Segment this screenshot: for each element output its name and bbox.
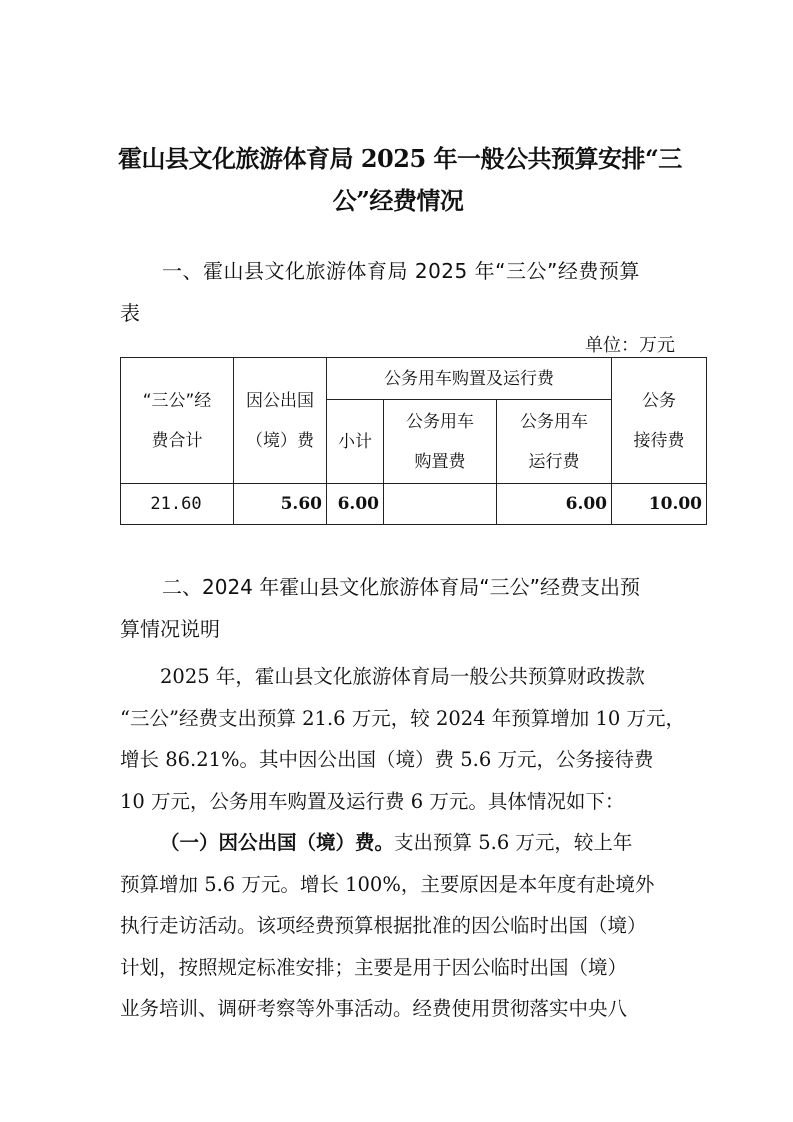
unit-label: 单位：万元 [585, 335, 675, 356]
section-2-heading-line-2: 算情况说明 [120, 617, 220, 641]
section-1-heading-line-2: 表 [120, 301, 141, 325]
section-2-heading [120, 566, 680, 650]
cell-reception: 10.00 [612, 484, 707, 525]
header-reception: 公务 接待费 [612, 358, 707, 484]
paragraph-abroad-expense [120, 822, 686, 1030]
paragraph-line: 2025 年，霍山县文化旅游体育局一般公共预算财政拨款 [160, 665, 645, 688]
header-abroad: 因公出国 （境）费 [234, 358, 327, 484]
cell-total: 21.60 [121, 484, 234, 525]
paragraph-heading: （一）因公出国（境）费。 [160, 831, 395, 854]
paragraph-line: 业务培训、调研考察等外事活动。经费使用贯彻落实中央八 [120, 997, 628, 1020]
paragraph-line: 10 万元，公务用车购置及运行费 6 万元。具体情况如下： [120, 789, 625, 813]
document-title [118, 138, 682, 222]
budget-table [120, 357, 707, 525]
section-1-heading [120, 250, 680, 334]
paragraph-line: 增长 86.21%。其中因公出国（境）费 5.6 万元，公务接待费 [120, 748, 654, 771]
table-row [121, 484, 707, 525]
header-vehicle-group: 公务用车购置及运行费 [327, 358, 612, 400]
title-line-1: 霍山县文化旅游体育局 2025 年一般公共预算安排“三 [118, 144, 682, 173]
paragraph-line: 预算增加 5.6 万元。增长 100%，主要原因是本年度有赴境外 [120, 872, 655, 896]
cell-abroad: 5.60 [234, 484, 327, 525]
cell-subtotal: 6.00 [327, 484, 384, 525]
section-1-heading-line-1: 一、霍山县文化旅游体育局 2025 年“三公”经费预算 [162, 259, 640, 283]
section-2-heading-line-1: 二、2024 年霍山县文化旅游体育局“三公”经费支出预 [162, 575, 640, 599]
cell-vehicle-operation: 6.00 [497, 484, 612, 525]
paragraph-line [120, 822, 686, 864]
paragraph-line: 计划，按照规定标准安排；主要是用于因公临时出国（境） [120, 955, 628, 979]
paragraph-line-rest: 支出预算 5.6 万元，较上年 [394, 831, 633, 854]
paragraph-line: “三公”经费支出预算 21.6 万元，较 2024 年预算增加 10 万元， [120, 706, 685, 730]
title-line-2: 公”经费情况 [332, 186, 464, 215]
paragraph-line: 执行走访活动。该项经费预算根据批准的因公临时出国（境） [120, 914, 647, 937]
table-header-row-1 [121, 358, 707, 400]
paragraph-overview [120, 656, 686, 822]
header-vehicle-purchase: 公务用车 购置费 [384, 400, 497, 484]
header-total: “三公”经 费合计 [121, 358, 234, 484]
header-subtotal: 小计 [327, 400, 384, 484]
header-vehicle-operation: 公务用车 运行费 [497, 400, 612, 484]
cell-vehicle-purchase [384, 484, 497, 525]
